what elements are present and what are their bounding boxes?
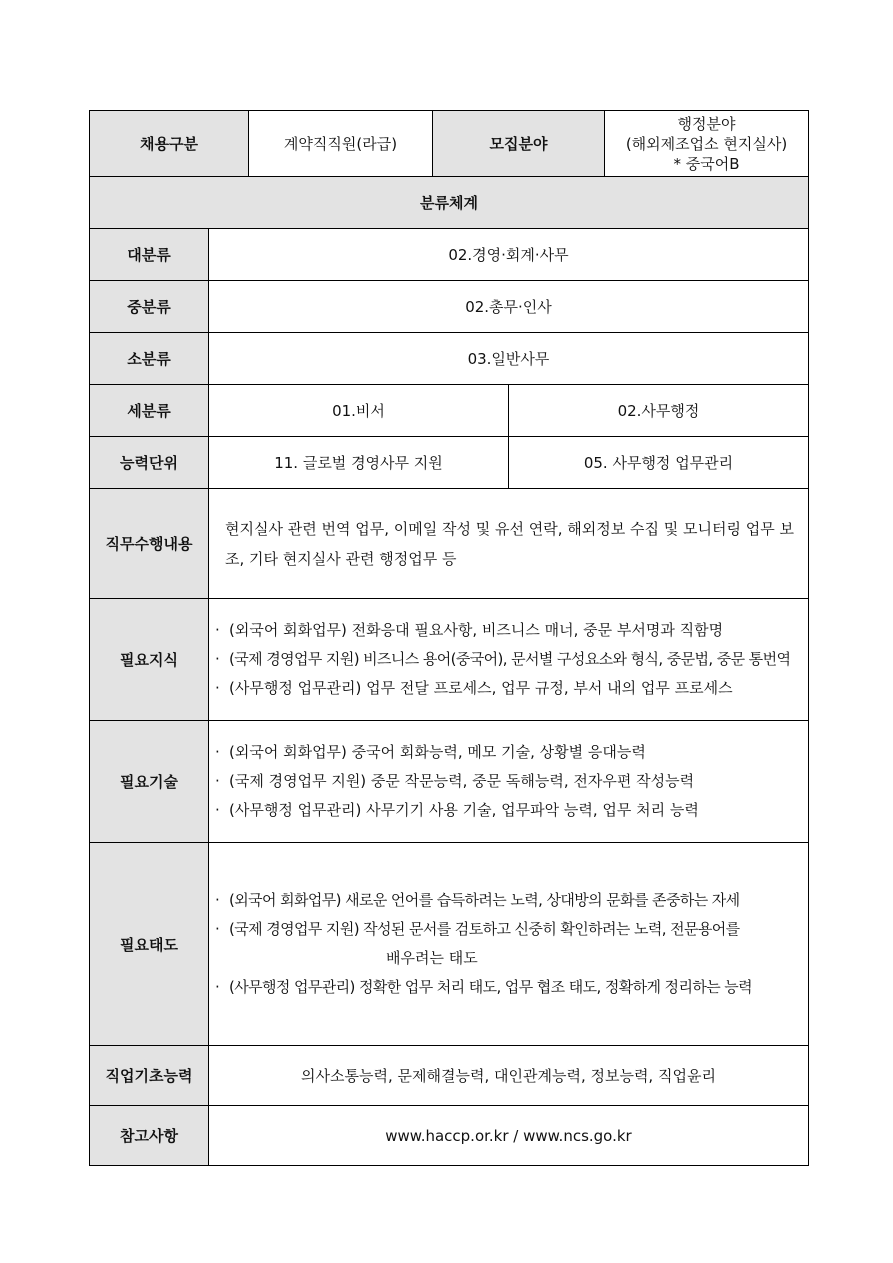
duty-label: 직무수행내용	[90, 489, 209, 599]
detail-category-value-2: 02.사무행정	[509, 385, 809, 437]
recruitment-header-table	[89, 110, 809, 177]
field-value-line2: (해외제조업소 현지실사)	[625, 134, 788, 153]
list-item: · (외국어 회화업무) 중국어 회화능력, 메모 기술, 상황별 응대능력	[215, 743, 646, 761]
middle-category-label: 중분류	[90, 281, 209, 333]
recruit-type-label: 채용구분	[90, 111, 249, 177]
knowledge-label: 필요지식	[90, 599, 209, 721]
reference-value: www.haccp.or.kr / www.ncs.go.kr	[209, 1106, 809, 1166]
detail-category-label: 세분류	[90, 385, 209, 437]
list-item: · (국제 경영업무 지원) 작성된 문서를 검토하고 신중히 확인하려는 노력, 전문용어를	[215, 920, 740, 938]
list-item: · (외국어 회화업무) 새로운 언어를 습득하려는 노력, 상대방의 문화를 존중하는 자세	[215, 891, 740, 909]
list-item: · (사무행정 업무관리) 업무 전달 프로세스, 업무 규정, 부서 내의 업무 프로세스	[215, 679, 733, 697]
list-item: · (사무행정 업무관리) 정확한 업무 처리 태도, 업무 협조 태도, 정확하게 정리하는 능력	[215, 978, 753, 996]
ability-unit-value-2: 05. 사무행정 업무관리	[509, 437, 809, 489]
minor-category-value: 03.일반사무	[209, 333, 809, 385]
attitude-label: 필요태도	[90, 843, 209, 1046]
skills-label: 필요기술	[90, 721, 209, 843]
duty-text: 현지실사 관련 번역 업무, 이메일 작성 및 유선 연락, 해외정보 수집 및 모니터링 업무 보조, 기타 현지실사 관련 행정업무 등	[209, 489, 809, 599]
field-value	[605, 111, 809, 177]
skills-list	[209, 721, 809, 843]
knowledge-list	[209, 599, 809, 721]
field-label: 모집분야	[433, 111, 605, 177]
reference-label: 참고사항	[90, 1106, 209, 1166]
major-category-label: 대분류	[90, 229, 209, 281]
ability-unit-label: 능력단위	[90, 437, 209, 489]
list-item-continuation: 배우려는 태도	[386, 949, 478, 967]
job-description-table	[89, 176, 809, 1166]
basic-competency-label: 직업기초능력	[90, 1046, 209, 1106]
ability-unit-value-1: 11. 글로벌 경영사무 지원	[209, 437, 509, 489]
list-item: · (외국어 회화업무) 전화응대 필요사항, 비즈니스 매너, 중문 부서명과 직함명	[215, 621, 724, 639]
list-item: · (사무행정 업무관리) 사무기기 사용 기술, 업무파악 능력, 업무 처리 능력	[215, 801, 699, 819]
attitude-list	[209, 843, 809, 1046]
field-value-line1: 행정분야	[677, 114, 736, 133]
classification-header: 분류체계	[90, 177, 809, 229]
list-item: · (국제 경영업무 지원) 중문 작문능력, 중문 독해능력, 전자우편 작성능력	[215, 772, 695, 790]
field-value-line3: * 중국어B	[673, 154, 740, 173]
middle-category-value: 02.총무·인사	[209, 281, 809, 333]
minor-category-label: 소분류	[90, 333, 209, 385]
basic-competency-value: 의사소통능력, 문제해결능력, 대인관계능력, 정보능력, 직업윤리	[209, 1046, 809, 1106]
major-category-value: 02.경영·회계·사무	[209, 229, 809, 281]
recruit-type-value: 계약직직원(라급)	[249, 111, 433, 177]
list-item: · (국제 경영업무 지원) 비즈니스 용어(중국어), 문서별 구성요소와 형식, 중문법, 중문 통번역	[215, 650, 791, 668]
detail-category-value-1: 01.비서	[209, 385, 509, 437]
